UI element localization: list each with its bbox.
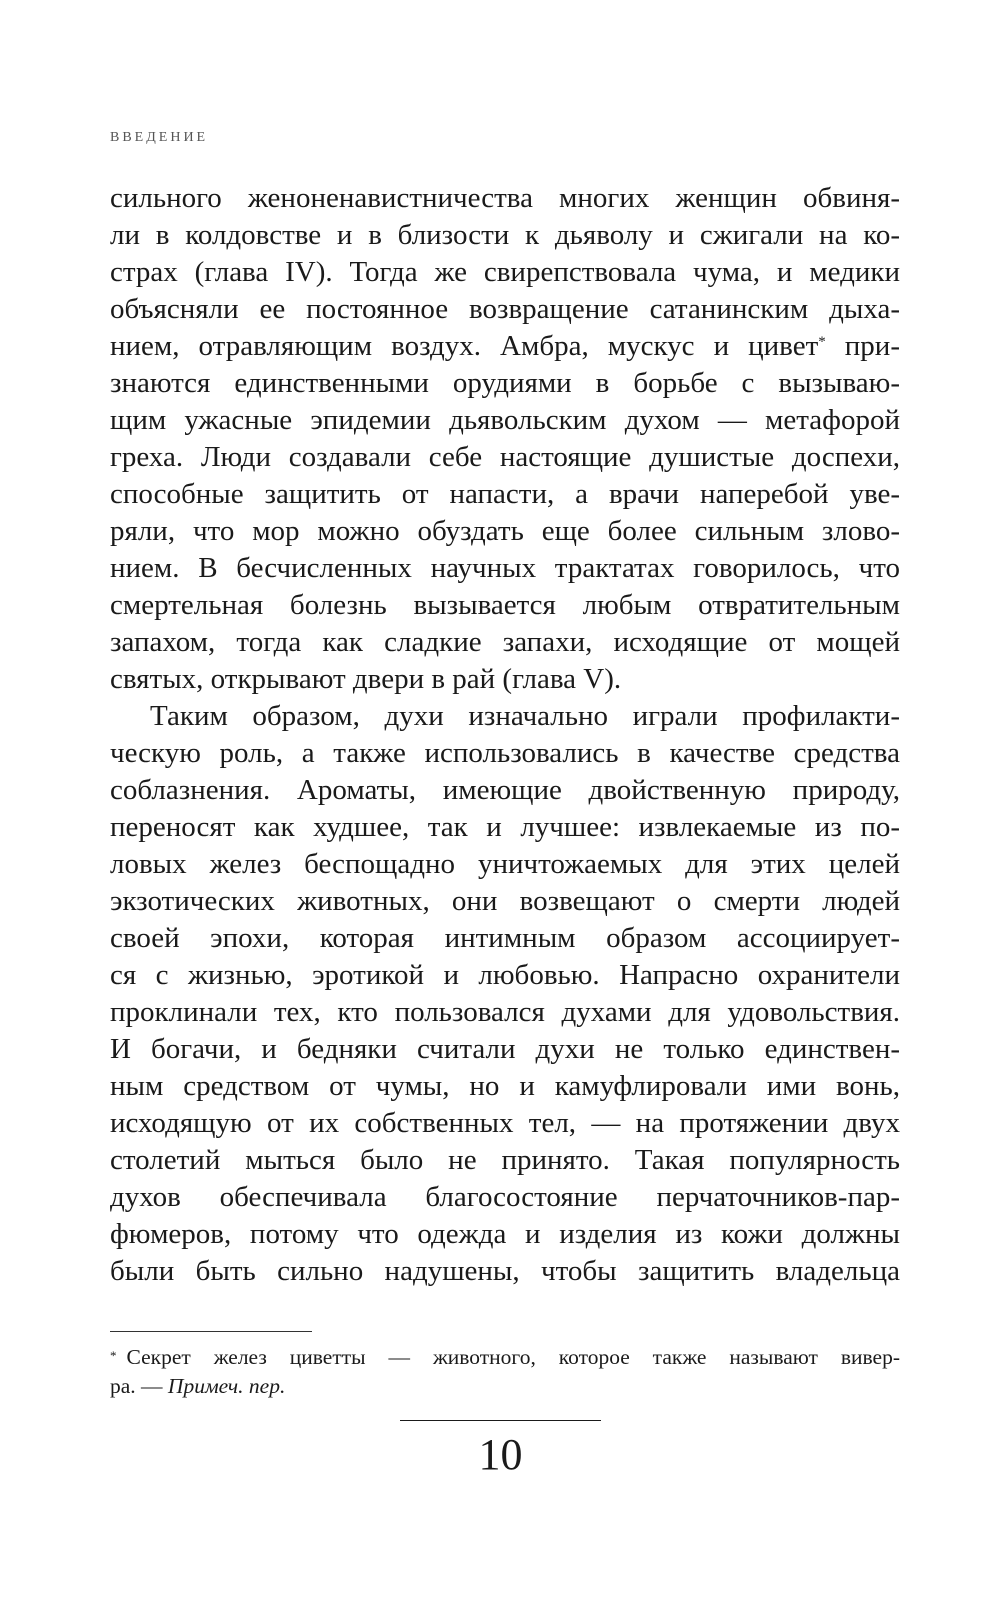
- text-line: знаются единственными орудиями в борьбе с вызываю-: [110, 367, 900, 399]
- text-line: ряли, что мор можно обуздать еще более сильным злово-: [110, 515, 900, 547]
- text-line: были быть сильно надушены, чтобы защитить владельца: [110, 1255, 900, 1287]
- footnote-reference[interactable]: *: [818, 334, 826, 350]
- text-line: святых, открывают двери в рай (глава V).: [110, 663, 622, 695]
- footnote: [110, 1343, 900, 1401]
- text-line: экзотических животных, они возвещают о смерти людей: [110, 885, 900, 917]
- text-line: страх (глава IV). Тогда же свирепствовала чума, и медики: [110, 256, 900, 288]
- text-line: нием. В бесчисленных научных трактатах говорилось, что: [110, 552, 900, 584]
- text-line: Таким образом, духи изначально играли профилакти-: [150, 700, 900, 732]
- text-line: столетий мыться было не принято. Такая популярность: [110, 1144, 900, 1176]
- text-line: сильного женоненавистничества многих женщин обвиня-: [110, 182, 900, 214]
- text-line: духов обеспечивала благосостояние перчаточников-пар-: [110, 1181, 900, 1213]
- text-line-with-footnote: [110, 328, 900, 365]
- page-number: 10: [478, 1430, 523, 1479]
- text-line: фюмеров, потому что одежда и изделия из кожи должны: [110, 1218, 900, 1250]
- footnote-text: Секрет желез циветты — животного, которое также называют вивер-: [126, 1345, 900, 1369]
- footnote-divider: [110, 1331, 312, 1332]
- translator-note: Примеч. пер.: [167, 1374, 286, 1398]
- text-line: смертельная болезнь вызывается любым отвратительным: [110, 589, 900, 621]
- text-line: ли в колдовстве и в близости к дьяволу и сжигали на ко-: [110, 219, 900, 251]
- text-line: греха. Люди создавали себе настоящие душистые доспехи,: [110, 441, 900, 473]
- text-line: запахом, тогда как сладкие запахи, исходящие от мощей: [110, 626, 900, 658]
- text-line: объясняли ее постоянное возвращение сатанинским дыха-: [110, 293, 900, 325]
- text-line: своей эпохи, которая интимным образом ассоциирует-: [110, 922, 900, 954]
- text-line: И богачи, и бедняки считали духи не только единствен-: [110, 1033, 900, 1065]
- footnote-mark: *: [110, 1348, 117, 1363]
- running-head: ВВЕДЕНИЕ: [110, 130, 209, 145]
- text-line: соблазнения. Ароматы, имеющие двойственную природу,: [110, 774, 900, 806]
- text-line: ся с жизнью, эротикой и любовью. Напрасно охранители: [110, 959, 900, 991]
- page-number-rule: [400, 1420, 601, 1421]
- footnote-line: [110, 1343, 900, 1372]
- footnote-text: ра. —: [110, 1374, 168, 1398]
- text-line: ловых желез беспощадно уничтожаемых для этих целей: [110, 848, 900, 880]
- text-line: ным средством от чумы, но и камуфлировали ими вонь,: [110, 1070, 900, 1102]
- text-line: ческую роль, а также использовались в качестве средства: [110, 737, 900, 769]
- text-line: способные защитить от напасти, а врачи наперебой уве-: [110, 478, 900, 510]
- text-line: исходящую от их собственных тел, — на протяжении двух: [110, 1107, 900, 1139]
- text-line: щим ужасные эпидемии дьявольским духом — метафорой: [110, 404, 900, 436]
- body-text: [110, 180, 900, 1290]
- text-line: переносят как худшее, так и лучшее: извлекаемые из по-: [110, 811, 900, 843]
- footnote-line: [110, 1372, 900, 1401]
- text-segment: нием, отравляющим воздух. Амбра, мускус и цивет: [110, 330, 819, 362]
- text-segment: при-: [825, 330, 900, 362]
- text-line: проклинали тех, кто пользовался духами для удовольствия.: [110, 996, 900, 1028]
